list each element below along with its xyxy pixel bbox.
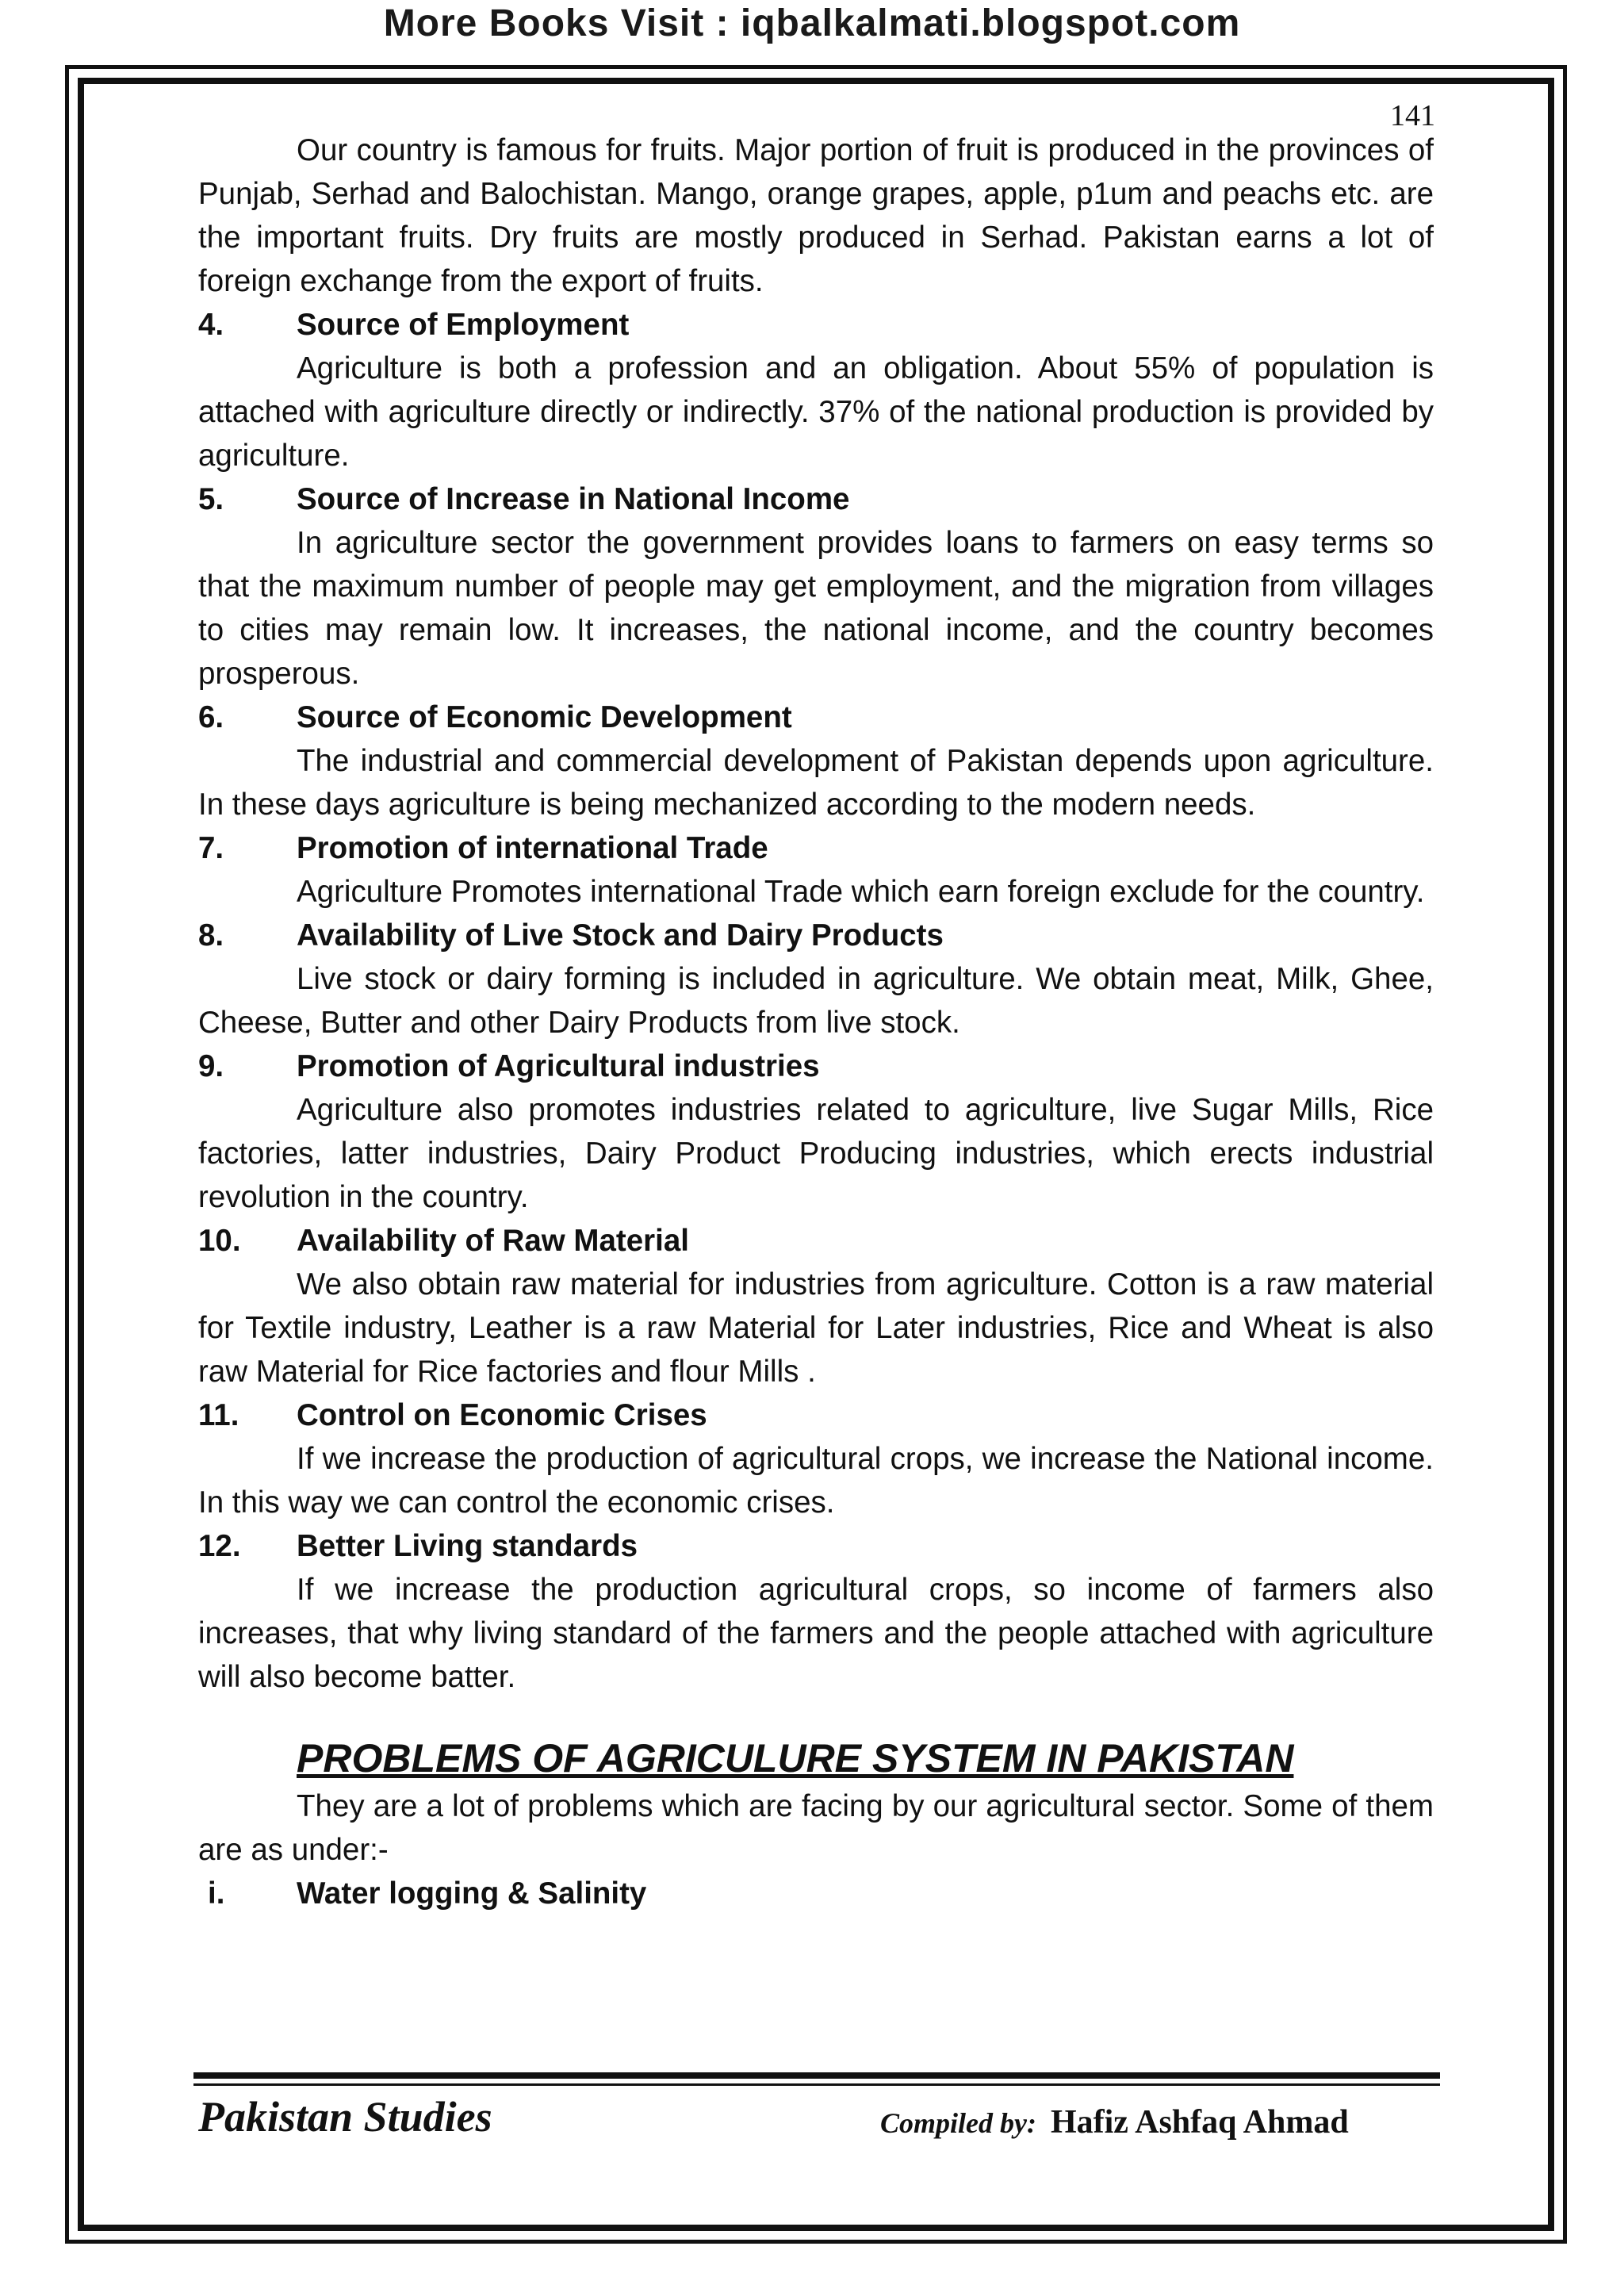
section-heading xyxy=(198,1045,1434,1088)
problem-title: Water logging & Salinity xyxy=(297,1876,647,1911)
footer-rule-thick xyxy=(193,2072,1440,2079)
section-number: 10. xyxy=(198,1224,241,1258)
section-title: Source of Employment xyxy=(297,308,630,342)
section xyxy=(198,826,1434,914)
footer-rule-thin xyxy=(193,2083,1440,2086)
section-heading xyxy=(198,1524,1434,1568)
problems-heading: PROBLEMS OF AGRICULURE SYSTEM IN PAKISTAN xyxy=(297,1736,1294,1780)
section-number: 12. xyxy=(198,1529,241,1563)
section-number: 6. xyxy=(198,700,224,734)
section-title: Better Living standards xyxy=(297,1529,638,1563)
section xyxy=(198,477,1434,696)
problems-intro: They are a lot of problems which are facing by our agricultural sector. Some of them are as under:- xyxy=(198,1789,1434,1867)
section-heading xyxy=(198,1393,1434,1437)
section xyxy=(198,303,1434,477)
section xyxy=(198,1524,1434,1699)
section-number: 5. xyxy=(198,482,224,516)
compiled-by-label: Compiled by: xyxy=(880,2107,1036,2139)
section xyxy=(198,914,1434,1045)
section-heading xyxy=(198,477,1434,521)
section-title: Promotion of Agricultural industries xyxy=(297,1049,820,1083)
section-body: We also obtain raw material for industries from agriculture. Cotton is a raw material for Textile industry, Leather is a raw Material for Later industries, Rice and Wheat is also raw Material for Rice factories and flour Mills . xyxy=(198,1267,1434,1389)
section-body: Agriculture is both a profession and an obligation. About 55% of population is attached with agriculture directly or indirectly. 37% of the national production is provided by agriculture. xyxy=(198,351,1434,473)
problem-heading xyxy=(198,1872,1434,1915)
section-heading xyxy=(198,696,1434,739)
section xyxy=(198,1393,1434,1524)
section-body: The industrial and commercial development of Pakistan depends upon agriculture. In these days agriculture is being mechanized according to the modern needs. xyxy=(198,744,1434,822)
section-heading xyxy=(198,303,1434,347)
section-body: Live stock or dairy forming is included in agriculture. We obtain meat, Milk, Ghee, Cheese, Butter and other Dairy Products from live stock. xyxy=(198,962,1434,1040)
section-title: Source of Economic Development xyxy=(297,700,792,734)
section-title: Source of Increase in National Income xyxy=(297,482,850,516)
author-name: Hafiz Ashfaq Ahmad xyxy=(1050,2104,1349,2141)
page-number: 141 xyxy=(1390,99,1435,132)
section-number: 8. xyxy=(198,918,224,953)
section-title: Promotion of international Trade xyxy=(297,831,768,865)
section-title: Control on Economic Crises xyxy=(297,1398,707,1432)
section-number: 4. xyxy=(198,308,224,342)
site-banner: More Books Visit : iqbalkalmati.blogspot.com xyxy=(383,2,1241,44)
section-body: In agriculture sector the government provides loans to farmers on easy terms so that the maximum number of people may get employment, and the migration from villages to cities may remain low. It increases, the national income, and the country becomes prosperous. xyxy=(198,526,1434,691)
page-content xyxy=(198,128,1434,1915)
intro-paragraph: Our country is famous for fruits. Major portion of fruit is produced in the provinces of Punjab, Serhad and Balochistan. Mango, orange grapes, apple, p1um and peachs etc. are the important fruits. Dry fruits are mostly produced in Serhad. Pakistan earns a lot of foreign exchange from the export of fruits. xyxy=(198,133,1434,298)
section-body: Agriculture Promotes international Trade which earn foreign exclude for the country. xyxy=(297,875,1425,909)
section-heading xyxy=(198,914,1434,957)
section-heading xyxy=(198,826,1434,870)
section-number: 9. xyxy=(198,1049,224,1083)
section-body: If we increase the production of agricultural crops, we increase the National income. In this way we can control the economic crises. xyxy=(198,1442,1434,1520)
section-number: 7. xyxy=(198,831,224,865)
section-heading xyxy=(198,1219,1434,1263)
section-number: 11. xyxy=(198,1398,239,1432)
section-body: If we increase the production agricultural crops, so income of farmers also increases, that why living standard of the farmers and the people attached with agriculture will also become batter. xyxy=(198,1573,1434,1694)
section xyxy=(198,1045,1434,1219)
section-title: Availability of Live Stock and Dairy Products xyxy=(297,918,944,953)
section-body: Agriculture also promotes industries related to agriculture, live Sugar Mills, Rice factories, latter industries, Dairy Product Producing industries, which erects industrial revolution in the country. xyxy=(198,1093,1434,1214)
section xyxy=(198,1219,1434,1393)
section xyxy=(198,696,1434,826)
footer-credit xyxy=(880,2103,1349,2141)
problem-number: i. xyxy=(208,1876,225,1911)
section-title: Availability of Raw Material xyxy=(297,1224,689,1258)
footer-subject: Pakistan Studies xyxy=(198,2093,492,2141)
